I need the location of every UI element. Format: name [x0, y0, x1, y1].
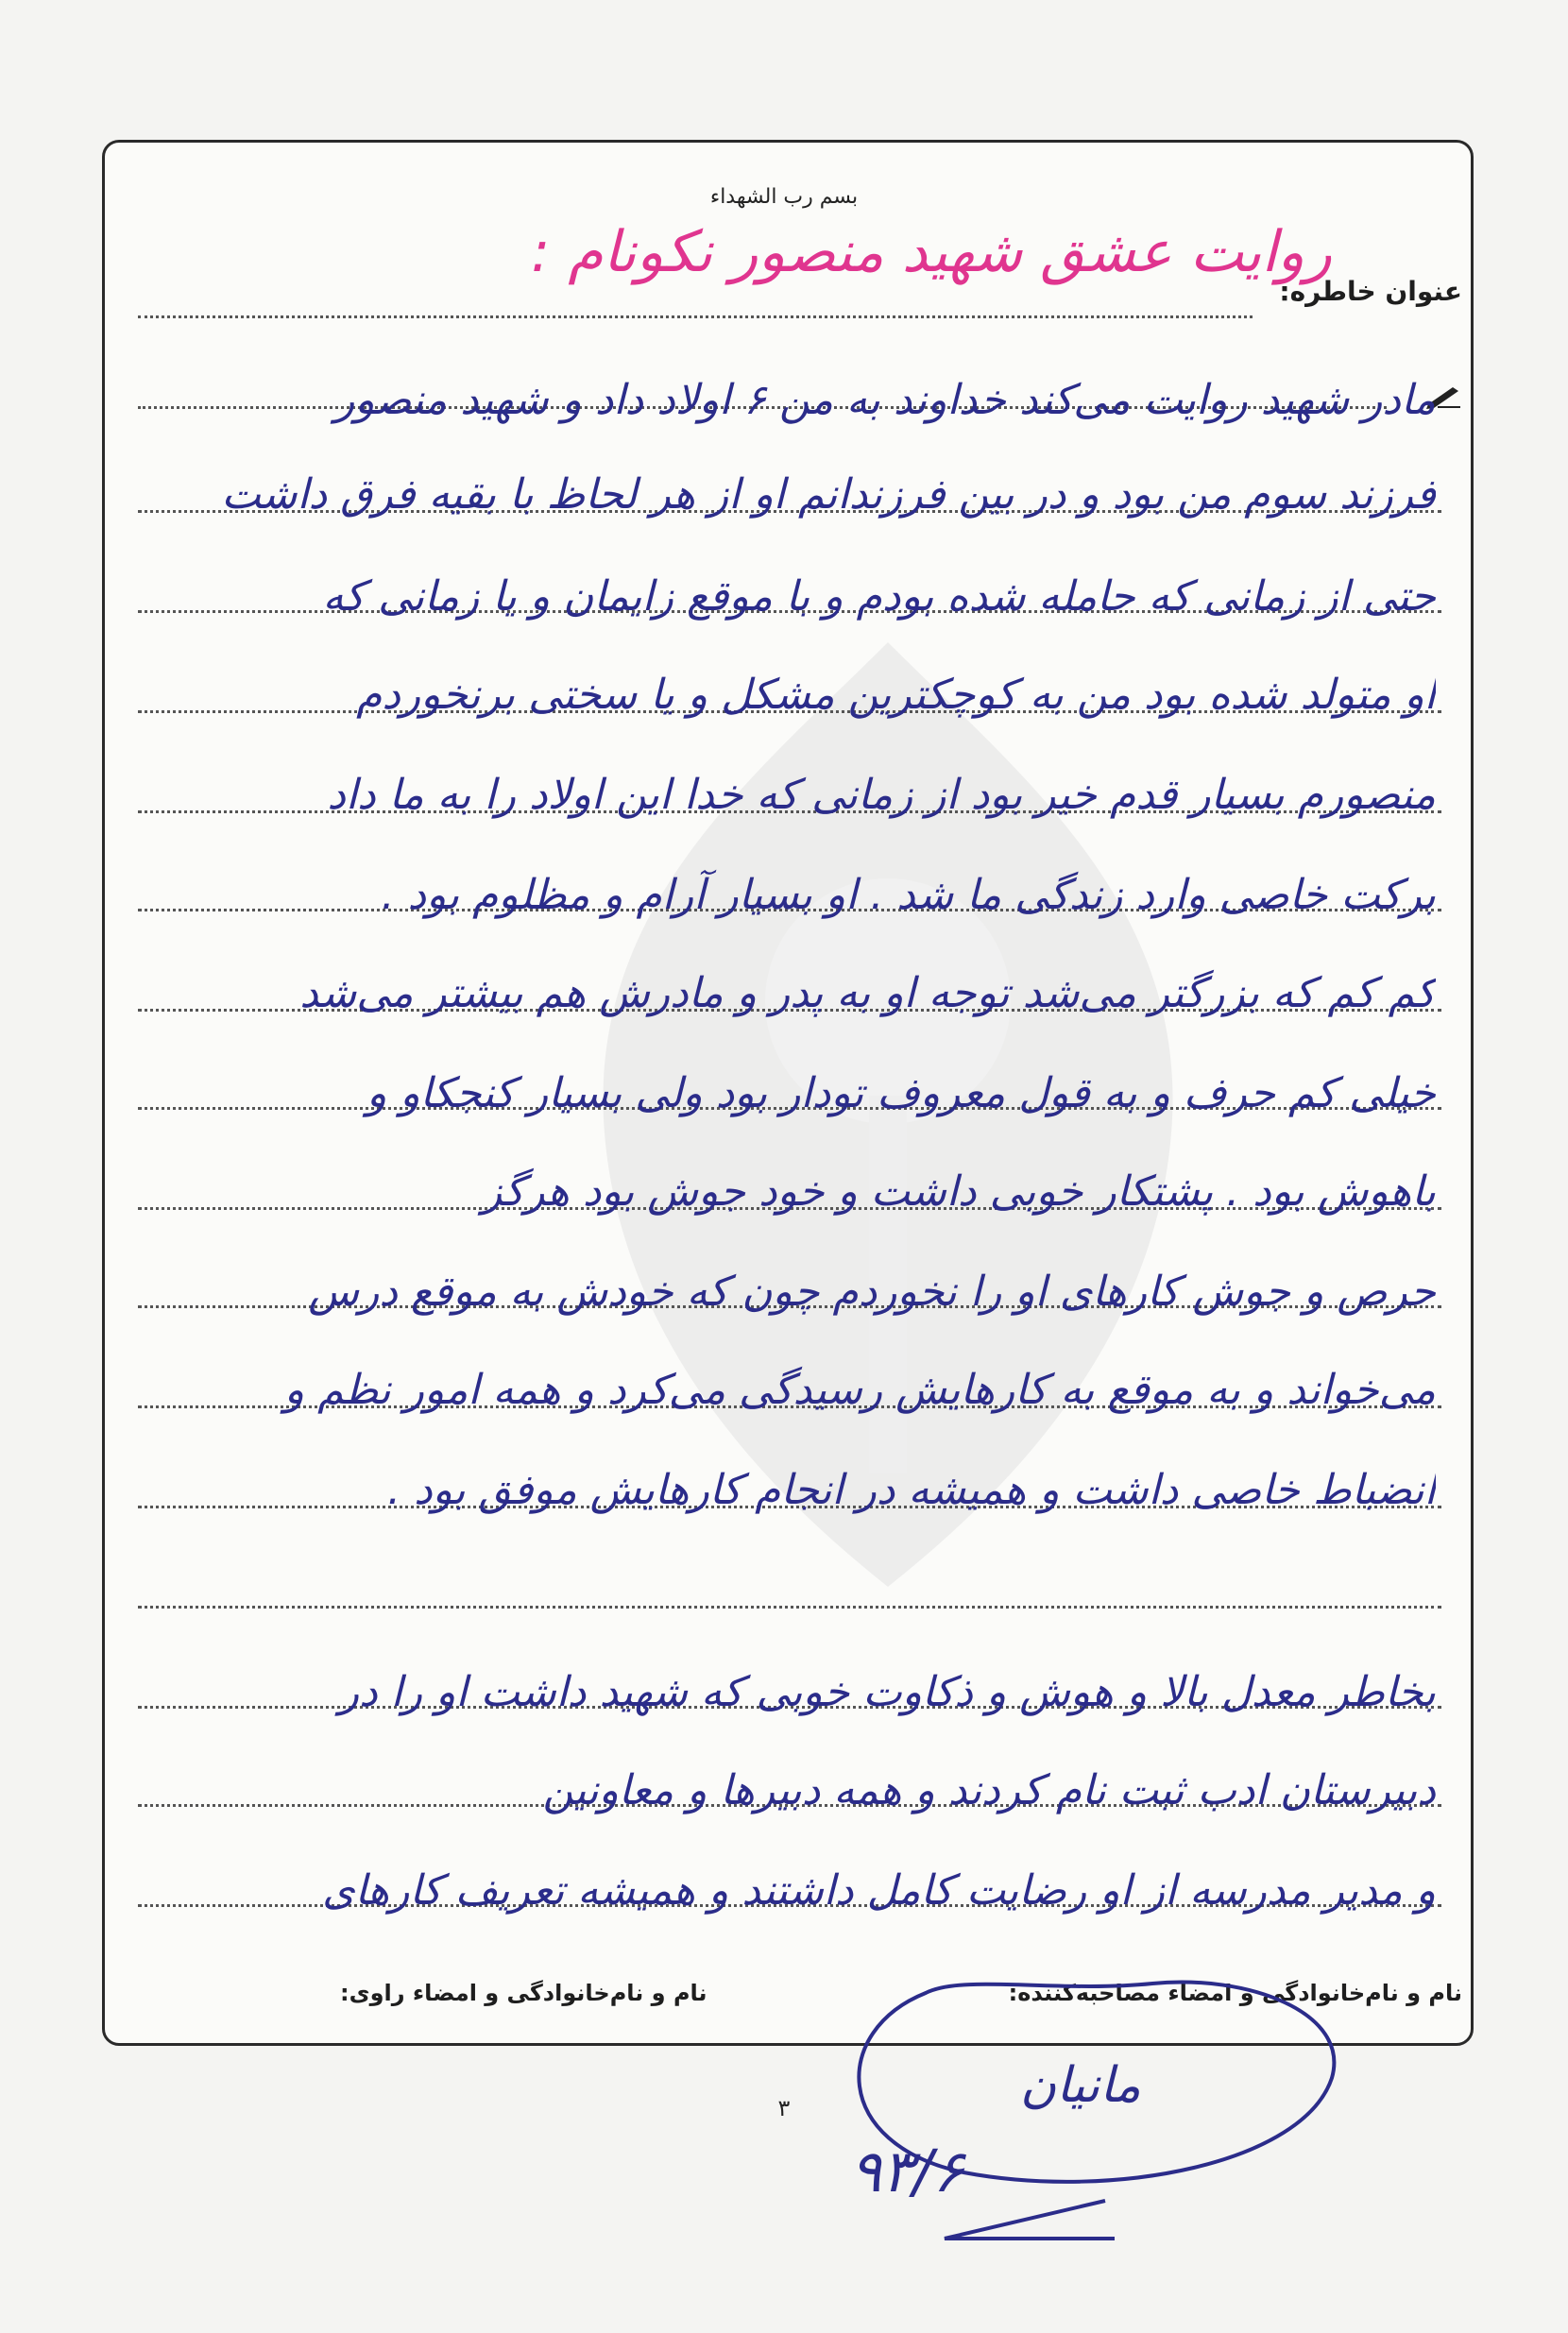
memoir-line: فرزند سوم من بود و در بین فرزندانم او از هر لحاظ با بقیه فرق داشت: [221, 470, 1436, 519]
memoir-line: می‌خواند و به موقع به کارهایش رسیدگی می‌کرد و همه امور نظم و: [283, 1366, 1436, 1414]
narrator-label: نام و نام‌خانوادگی و امضاء راوی:: [340, 1980, 707, 2006]
memoir-line: باهوش بود . پشتکار خوبی داشت و خود جوش بود هرگز: [482, 1167, 1436, 1216]
memoir-line: برکت خاصی وارد زندگی ما شد . او بسیار آرام و مظلوم بود .: [381, 871, 1436, 919]
memoir-line: مادر شهید روایت می‌کند خداوند به من ۶ اولاد داد و شهید منصور: [334, 376, 1436, 424]
signature-date: ۹۳/۶: [850, 2137, 964, 2205]
memoir-line: حرص و جوش کارهای او را نخوردم چون که خودش به موقع درس: [308, 1268, 1436, 1316]
memoir-line: او متولد شده بود من به کوچکترین مشکل و یا سختی برنخوردم: [356, 671, 1436, 719]
memoir-line: انضباط خاصی داشت و همیشه در انجام کارهایش موفق بود .: [387, 1466, 1436, 1514]
basmala-heading: بسم رب الشهداء: [709, 185, 859, 209]
interviewer-label: نام و نام‌خانوادگی و امضاء مصاحبه‌کننده:: [1008, 1980, 1462, 2006]
memoir-line: بخاطر معدل بالا و هوش و ذکاوت خوبی که شهید داشت او را در: [338, 1668, 1436, 1716]
ruled-line: [138, 315, 1253, 318]
memoir-line: دبیرستان ادب ثبت نام کردند و همه دبیرها و معاونین: [542, 1766, 1436, 1814]
memoir-line: و مدیر مدرسه از او رضایت کامل داشتند و همیشه تعریف کارهای: [322, 1866, 1436, 1915]
memoir-line: کم کم که بزرگتر می‌شد توجه او به پدر و مادرش هم بیشتر می‌شد: [299, 969, 1436, 1017]
title-label: عنوان خاطره:: [1279, 276, 1462, 307]
signature-name: مانیان: [1020, 2057, 1141, 2114]
ruled-line: [138, 1606, 1441, 1609]
memoir-line: خیلی کم حرف و به قول معروف تودار بود ولی بسیار کنجکاو و: [366, 1069, 1436, 1117]
signature-loop: [775, 1955, 1360, 2295]
page-number: ۳: [777, 2095, 791, 2121]
memoir-title-handwritten: روایت عشق شهید منصور نکونام :: [531, 219, 1332, 285]
memoir-line: منصورم بسیار قدم خیر بود از زمانی که خدا این اولاد را به ما داد: [327, 771, 1436, 819]
memoir-line: حتی از زمانی که حامله شده بودم و با موقع زایمان و یا زمانی که: [322, 572, 1436, 621]
